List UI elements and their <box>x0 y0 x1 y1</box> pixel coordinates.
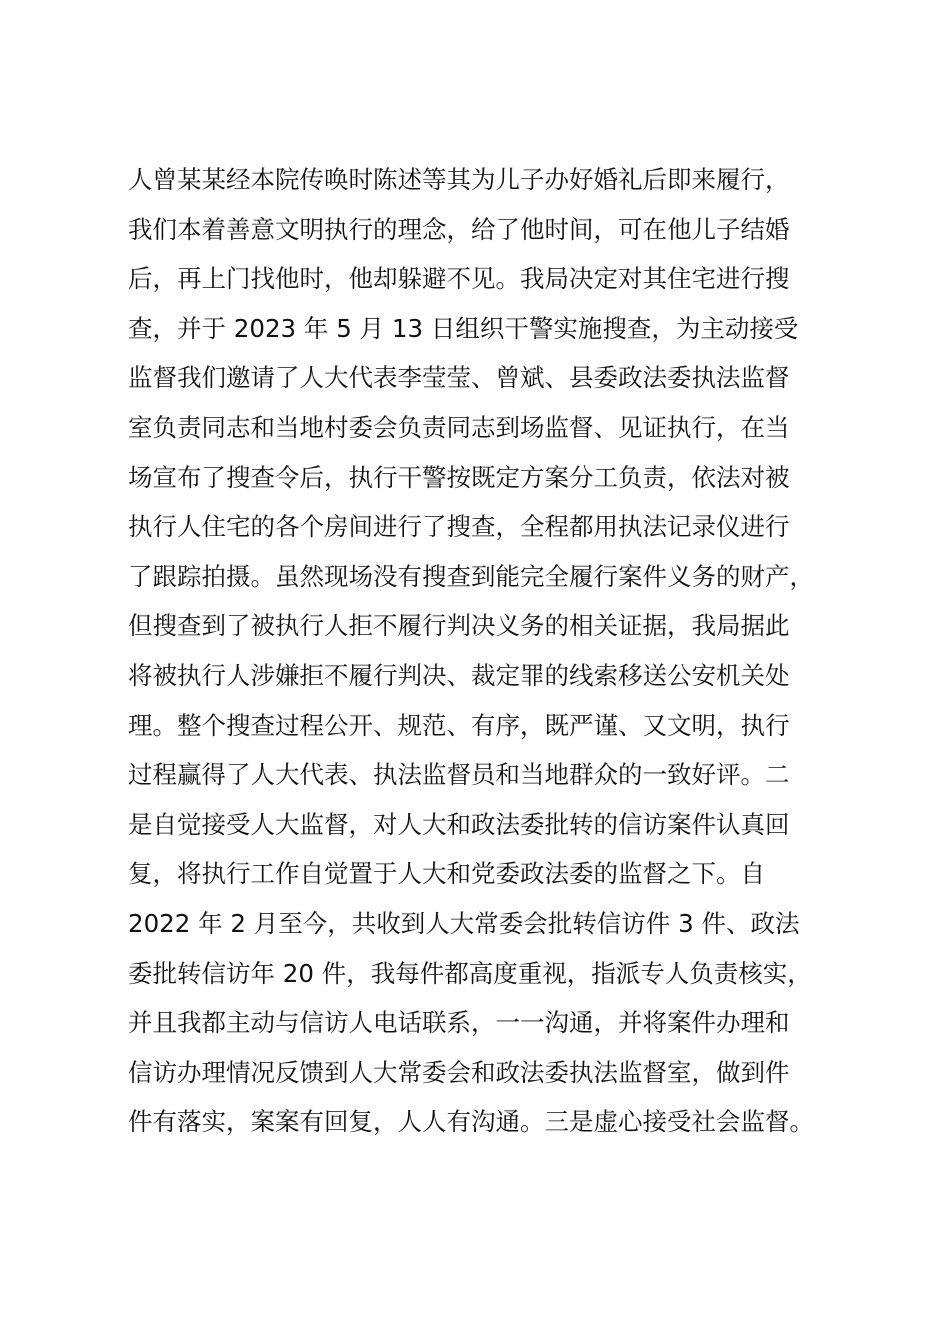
text-line: 并且我都主动与信访人电话联系，一一沟通，并将案件办理和 <box>128 1008 790 1038</box>
text-line: 将被执行人涉嫌拒不履行判决、裁定罪的线索移送公安机关处 <box>128 660 790 690</box>
text-line: 查，并于 2023 年 5 月 13 日组织干警实施搜查，为主动接受 <box>128 313 799 343</box>
text-line: 场宣布了搜查令后，执行干警按既定方案分工负责，依法对被 <box>128 462 790 492</box>
text-line: 件有落实，案案有回复，人人有沟通。三是虚心接受社会监督。 <box>128 1107 814 1137</box>
text-line: 后，再上门找他时，他却躲避不见。我局决定对其住宅进行搜 <box>128 264 790 294</box>
body-text <box>128 155 858 1147</box>
text-line: 复，将执行工作自觉置于人大和党委政法委的监督之下。自 <box>128 859 765 889</box>
text-line: 室负责同志和当地村委会负责同志到场监督、见证执行，在当 <box>128 412 790 442</box>
text-line: 2022 年 2 月至今，共收到人大常委会批转信访件 3 件、政法 <box>128 908 800 938</box>
text-line: 但搜查到了被执行人拒不履行判决义务的相关证据，我局据此 <box>128 611 790 641</box>
text-line: 执行人住宅的各个房间进行了搜查，全程都用执法记录仪进行 <box>128 512 790 542</box>
text-line: 信访办理情况反馈到人大常委会和政法委执法监督室，做到件 <box>128 1057 790 1087</box>
text-line: 委批转信访年 20 件，我每件都高度重视，指派专人负责核实， <box>128 958 812 988</box>
text-line: 人曾某某经本院传唤时陈述等其为儿子办好婚礼后即来履行， <box>128 165 790 194</box>
text-line: 了跟踪拍摄。虽然现场没有搜查到能完全履行案件义务的财产， <box>128 561 814 591</box>
text-line: 我们本着善意文明执行的理念，给了他时间，可在他儿子结婚 <box>128 214 790 244</box>
text-line: 过程赢得了人大代表、执法监督员和当地群众的一致好评。二 <box>128 760 790 790</box>
text-line: 监督我们邀请了人大代表李莹莹、曾斌、县委政法委执法监督 <box>128 363 790 393</box>
text-line: 理。整个搜查过程公开、规范、有序，既严谨、又文明，执行 <box>128 710 790 740</box>
text-line: 是自觉接受人大监督，对人大和政法委批转的信访案件认真回 <box>128 809 790 839</box>
